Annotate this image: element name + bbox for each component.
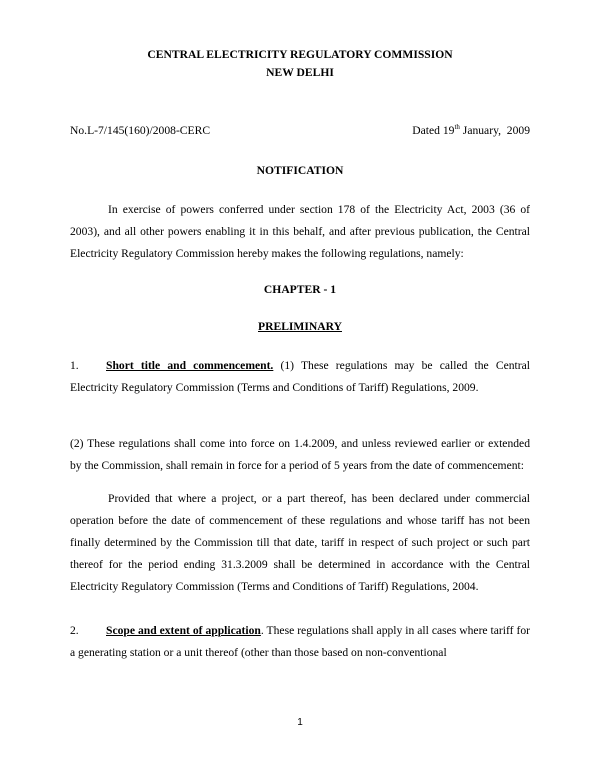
section-title: Scope and extent of application: [106, 624, 261, 637]
notification-date: Dated 19th January, 2009: [412, 123, 530, 137]
chapter-heading: CHAPTER - 1: [263, 283, 337, 296]
section-1-paragraph: [70, 355, 530, 399]
notification-heading: NOTIFICATION: [256, 164, 344, 177]
reference-number: No.L-7/145(160)/2008-CERC: [70, 124, 211, 137]
commission-name: CENTRAL ELECTRICITY REGULATORY COMMISSION: [147, 48, 453, 61]
section-1-subsection-2: (2) These regulations shall come into force on 1.4.2009, and unless reviewed earlier or extended by the Commission, shall remain in force for a period of 5 years from the date of commencement:: [70, 437, 530, 472]
section-number: 1.: [70, 359, 79, 372]
city-name: NEW DELHI: [266, 66, 334, 79]
section-text: . These regulations shall apply in all cases where tariff for a generating station or a unit thereof (other than those based on non-conventional: [70, 624, 530, 659]
section-text: (1) These regulations may be called the Central Electricity Regulatory Commission (Terms and Conditions of Tariff) Regulations, 2009.: [70, 359, 530, 394]
reference-line: [70, 124, 530, 137]
proviso-paragraph: Provided that where a project, or a part thereof, has been declared under commercial operation before the date of commencement of these regulations and whose tariff has not been finally determined by the Commission till that date, tariff in respect of such project or such part thereof for the period ending 31.3.2009 shall be determined in accordance with the Central Electricity Regulatory Commission (Terms and Conditions of Tariff) Regulations, 2004.: [70, 492, 530, 593]
page-number: 1: [297, 717, 303, 728]
section-2-paragraph: [70, 620, 530, 664]
preamble-paragraph: In exercise of powers conferred under section 178 of the Electricity Act, 2003 (36 of 2003), and all other powers enabling it in this behalf, and after previous publication, the Central Electricity Regulatory Commission hereby makes the following regulations, namely:: [70, 203, 530, 260]
chapter-title: PRELIMINARY: [258, 320, 342, 333]
section-number: 2.: [70, 624, 79, 637]
document-page: [70, 0, 530, 776]
section-title: Short title and commencement.: [106, 359, 274, 372]
